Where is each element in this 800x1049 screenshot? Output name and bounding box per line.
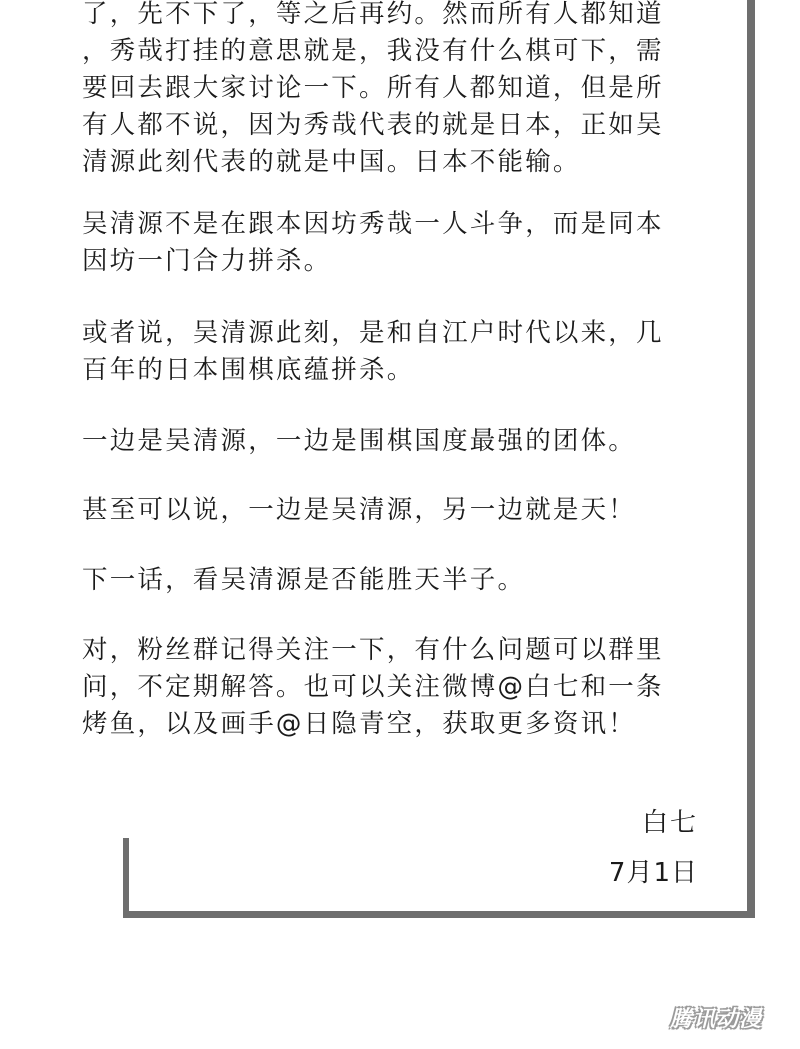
letter-frame-bottom [123,911,755,918]
tencent-comic-watermark-logo: 腾讯动漫 [669,1007,762,1032]
paragraph-4: 一边是吴清源，一边是围棋国度最强的团体。 [82,426,637,456]
paragraph-1: 了，先不下了，等之后再约。然而所有人都知道 ，秀哉打挂的意思就是，我没有什么棋可下，需 要回去跟大家讨论一下。所有人都知道，但是所 有人都不说，因为秀哉代表的就是日本，正如吴 清源此刻代表的就是中国。日本不能输。 [82,0,664,177]
letter-date: 7月1日 [608,858,698,888]
letter-frame-right [747,0,755,918]
author-signature: 白七 [641,808,698,838]
letter-frame-left [123,838,129,918]
paragraph-6: 下一话，看吴清源是否能胜天半子。 [82,565,526,595]
paragraph-2: 吴清源不是在跟本因坊秀哉一人斗争，而是同本 因坊一门合力拼杀。 [82,209,664,276]
paragraph-7: 对，粉丝群记得关注一下，有什么问题可以群里 问，不定期解答。也可以关注微博@白七和一条 烤鱼，以及画手@日隐青空，获取更多资讯！ [82,635,664,739]
paragraph-5: 甚至可以说，一边是吴清源，另一边就是天！ [82,495,637,525]
paragraph-3: 或者说，吴清源此刻，是和自江户时代以来，几 百年的日本围棋底蕴拼杀。 [82,318,664,385]
